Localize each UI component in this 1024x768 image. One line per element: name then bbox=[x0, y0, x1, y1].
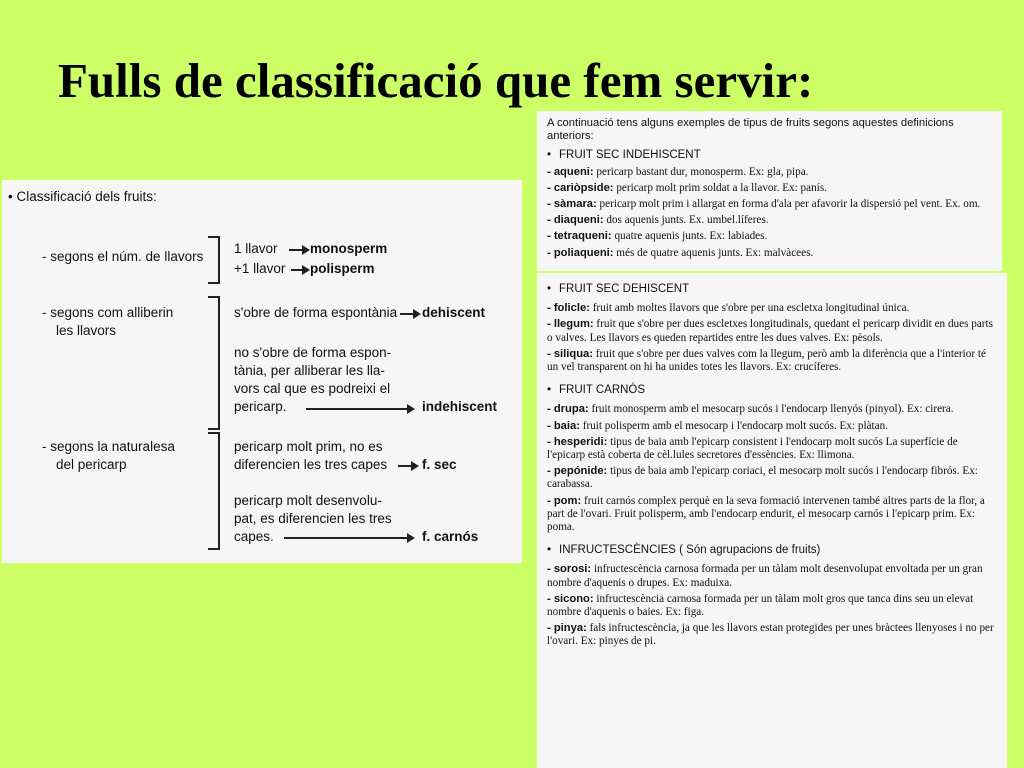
fruit-term: - pom: bbox=[547, 494, 582, 507]
indehiscent-desc-2: tània, per alliberar les lla- bbox=[234, 363, 385, 378]
fruit-description: més de quatre aquenis junts. Ex: malvàcees. bbox=[613, 246, 814, 259]
brace bbox=[208, 296, 220, 430]
indehiscent-result: indehiscent bbox=[422, 399, 498, 414]
dehiscent-result: dehiscent bbox=[422, 305, 486, 320]
slide-title: Fulls de classificació que fem servir: bbox=[58, 53, 814, 108]
fruit-entry bbox=[547, 166, 992, 179]
fruit-entry bbox=[547, 230, 992, 243]
fruit-term: - diaqueni: bbox=[547, 214, 604, 227]
multi-seed-text: +1 llavor bbox=[234, 261, 286, 276]
section-heading bbox=[547, 384, 997, 397]
fruit-entry bbox=[547, 348, 997, 374]
fleshy-desc-2: pat, es diferencien les tres bbox=[234, 511, 392, 526]
fleshy-desc-1: pericarp molt desenvolu- bbox=[234, 493, 382, 508]
section-list bbox=[547, 283, 997, 649]
fruit-entry bbox=[547, 247, 992, 260]
fruit-term: - aqueni: bbox=[547, 165, 594, 178]
monosperm-result: monosperm bbox=[310, 241, 388, 256]
fruit-description: fruit carnós complex perquè en la seva formació intervenen també altres parts de la flor, a part de l'ovari. Fruit polisperm, amb l'endocarp endurit, el mesocarp carnós i l'epicarp prim. Ex: poma. bbox=[547, 494, 985, 534]
brace bbox=[208, 236, 220, 284]
fruit-term: - pinya: bbox=[547, 622, 587, 635]
arrow bbox=[400, 313, 414, 315]
fruit-term: - folicle: bbox=[547, 302, 590, 315]
fruit-types-sheet bbox=[537, 273, 1007, 768]
fruit-description: fruit que s'obre per dues escletxes longitudinals, quedant el pericarp dividit en dues parts o valves. Les llavors es queden repartides entre les dues valves. Ex: pèsols. bbox=[547, 318, 993, 344]
fruit-term: - sàmara: bbox=[547, 198, 597, 211]
polisperm-result: polisperm bbox=[310, 261, 375, 276]
arrow bbox=[291, 269, 303, 271]
group-release-label-1: - segons com alliberin bbox=[42, 305, 174, 320]
group-pericarp-label-2: del pericarp bbox=[56, 457, 127, 472]
arrow bbox=[289, 249, 303, 251]
arrow bbox=[398, 465, 412, 467]
fruit-term: - hesperidi: bbox=[547, 435, 608, 448]
fruit-description: quatre aquenis junts. Ex: labiades. bbox=[611, 230, 768, 243]
fruit-description: fruit amb moltes llavors que s'obre per una escletxa longitudinal única. bbox=[589, 302, 910, 315]
dry-desc-1: pericarp molt prim, no es bbox=[234, 439, 383, 454]
fruit-term: - drupa: bbox=[547, 403, 589, 416]
fruit-description: infructescència carnosa formada per un tàlam molt gros que tanca dins seu un elevat nombre d'aquenis o baies. Ex: figa. bbox=[547, 592, 974, 619]
fruit-entry bbox=[547, 318, 997, 344]
bullet: • bbox=[547, 544, 552, 557]
section-heading bbox=[547, 283, 997, 296]
group-release-label-2: les llavors bbox=[56, 323, 117, 338]
fruit-term: - pepónide: bbox=[547, 465, 608, 478]
fruit-entry bbox=[547, 198, 992, 211]
fruit-description: fruit polisperm amb el mesocarp i l'endocarp molt sucós. Ex: plàtan. bbox=[579, 419, 888, 432]
intro-text: A continuació tens alguns exemples de tipus de fruits segons aquestes definicions anteriors: bbox=[547, 117, 954, 143]
fruit-entry bbox=[547, 465, 997, 491]
dry-indehiscent-sheet bbox=[537, 111, 1002, 271]
sheet-heading: • Classificació dels fruits: bbox=[8, 189, 157, 204]
brace bbox=[208, 432, 220, 550]
fruit-entry bbox=[547, 403, 997, 416]
fruit-description: fals infructescència, ja que les llavors estan protegides per unes bràctees llenyoses i no per l'ovari. Ex: pinyes de pi. bbox=[547, 622, 994, 648]
fruit-entry bbox=[547, 495, 997, 535]
fruit-entry bbox=[547, 214, 992, 227]
indehiscent-desc-3: vors cal que es podreixi el bbox=[234, 381, 391, 396]
fruit-entry bbox=[547, 436, 997, 462]
one-seed-text: 1 llavor bbox=[234, 241, 278, 256]
dry-desc-2: diferencien les tres capes bbox=[234, 457, 388, 472]
fruit-entry bbox=[547, 302, 997, 315]
section-heading-text: FRUIT CARNÓS bbox=[559, 384, 646, 397]
fruit-entry bbox=[547, 420, 997, 433]
indehiscent-desc-1: no s'obre de forma espon- bbox=[234, 345, 392, 360]
fruit-term: - siliqua: bbox=[547, 347, 593, 360]
fleshy-desc-3: capes. bbox=[234, 529, 274, 544]
item-list bbox=[547, 166, 992, 260]
fruit-entry bbox=[547, 182, 992, 195]
fruit-description: pericarp molt prim i allargat en forma d'ala per afavorir la dispersió pel vent. Ex. om. bbox=[596, 198, 981, 211]
fruit-description: fruit monosperm amb el mesocarp sucós i l'endocarp llenyós (pinyol). Ex: cirera. bbox=[588, 403, 954, 416]
group-pericarp-label-1: - segons la naturalesa bbox=[42, 439, 175, 454]
bullet: • bbox=[547, 283, 552, 295]
fruit-description: tipus de baia amb l'epicarp coriaci, el mesocarp molt sucós i l'endocarp fibrós. Ex: carabassa. bbox=[547, 465, 978, 491]
fruit-term: - sorosi: bbox=[547, 563, 592, 576]
fruit-description: infructescència carnosa formada per un tàlam molt desenvolupat envoltada per un gran nombre d'aquenis o drupes. Ex: maduixa. bbox=[547, 563, 983, 589]
section-heading-text: FRUIT SEC DEHISCENT bbox=[559, 283, 690, 295]
fruit-description: pericarp molt prim soldat a la llavor. Ex: panís. bbox=[613, 181, 827, 194]
fruit-description: fruit que s'obre per dues valves com la llegum, però amb la diferència que a l'interior té un vel transparent on hi ha unides totes les llavors. Ex: crucíferes. bbox=[547, 347, 986, 374]
fruit-entry bbox=[547, 593, 997, 619]
fruit-description: pericarp bastant dur, monosperm. Ex: gla, pipa. bbox=[593, 165, 809, 178]
dry-result: f. sec bbox=[422, 457, 457, 472]
fruit-entry bbox=[547, 563, 997, 589]
fruit-term: - sicono: bbox=[547, 592, 594, 605]
group-seeds-label: - segons el núm. de llavors bbox=[42, 249, 204, 264]
fruit-term: - cariòpside: bbox=[547, 181, 614, 194]
fruit-term: - poliaqueni: bbox=[547, 246, 614, 259]
section-heading-text: INFRUCTESCÈNCIES ( Són agrupacions de fruits) bbox=[559, 544, 821, 557]
indehiscent-desc-4: pericarp. bbox=[234, 399, 287, 414]
arrow bbox=[284, 537, 408, 539]
fruit-term: - baia: bbox=[547, 419, 580, 432]
fleshy-result: f. carnós bbox=[422, 529, 479, 544]
fruit-description: dos aquenis junts. Ex. umbel.líferes. bbox=[603, 214, 769, 227]
fruit-term: - llegum: bbox=[547, 318, 594, 331]
fruit-entry bbox=[547, 622, 997, 648]
dehiscent-desc: s'obre de forma espontània bbox=[234, 305, 398, 320]
fruit-description: tipus de baia amb l'epicarp consistent i l'endocarp molt sucós La superfície de l'epicarp està coberta de cèl.lules secretores d'essències. Ex: llimona. bbox=[547, 435, 958, 462]
section-heading: • FRUIT SEC INDEHISCENT bbox=[547, 149, 701, 162]
classification-sheet bbox=[2, 180, 522, 563]
bullet: • bbox=[547, 384, 552, 397]
fruit-term: - tetraqueni: bbox=[547, 230, 612, 243]
section-heading bbox=[547, 544, 997, 557]
arrow bbox=[306, 408, 408, 410]
